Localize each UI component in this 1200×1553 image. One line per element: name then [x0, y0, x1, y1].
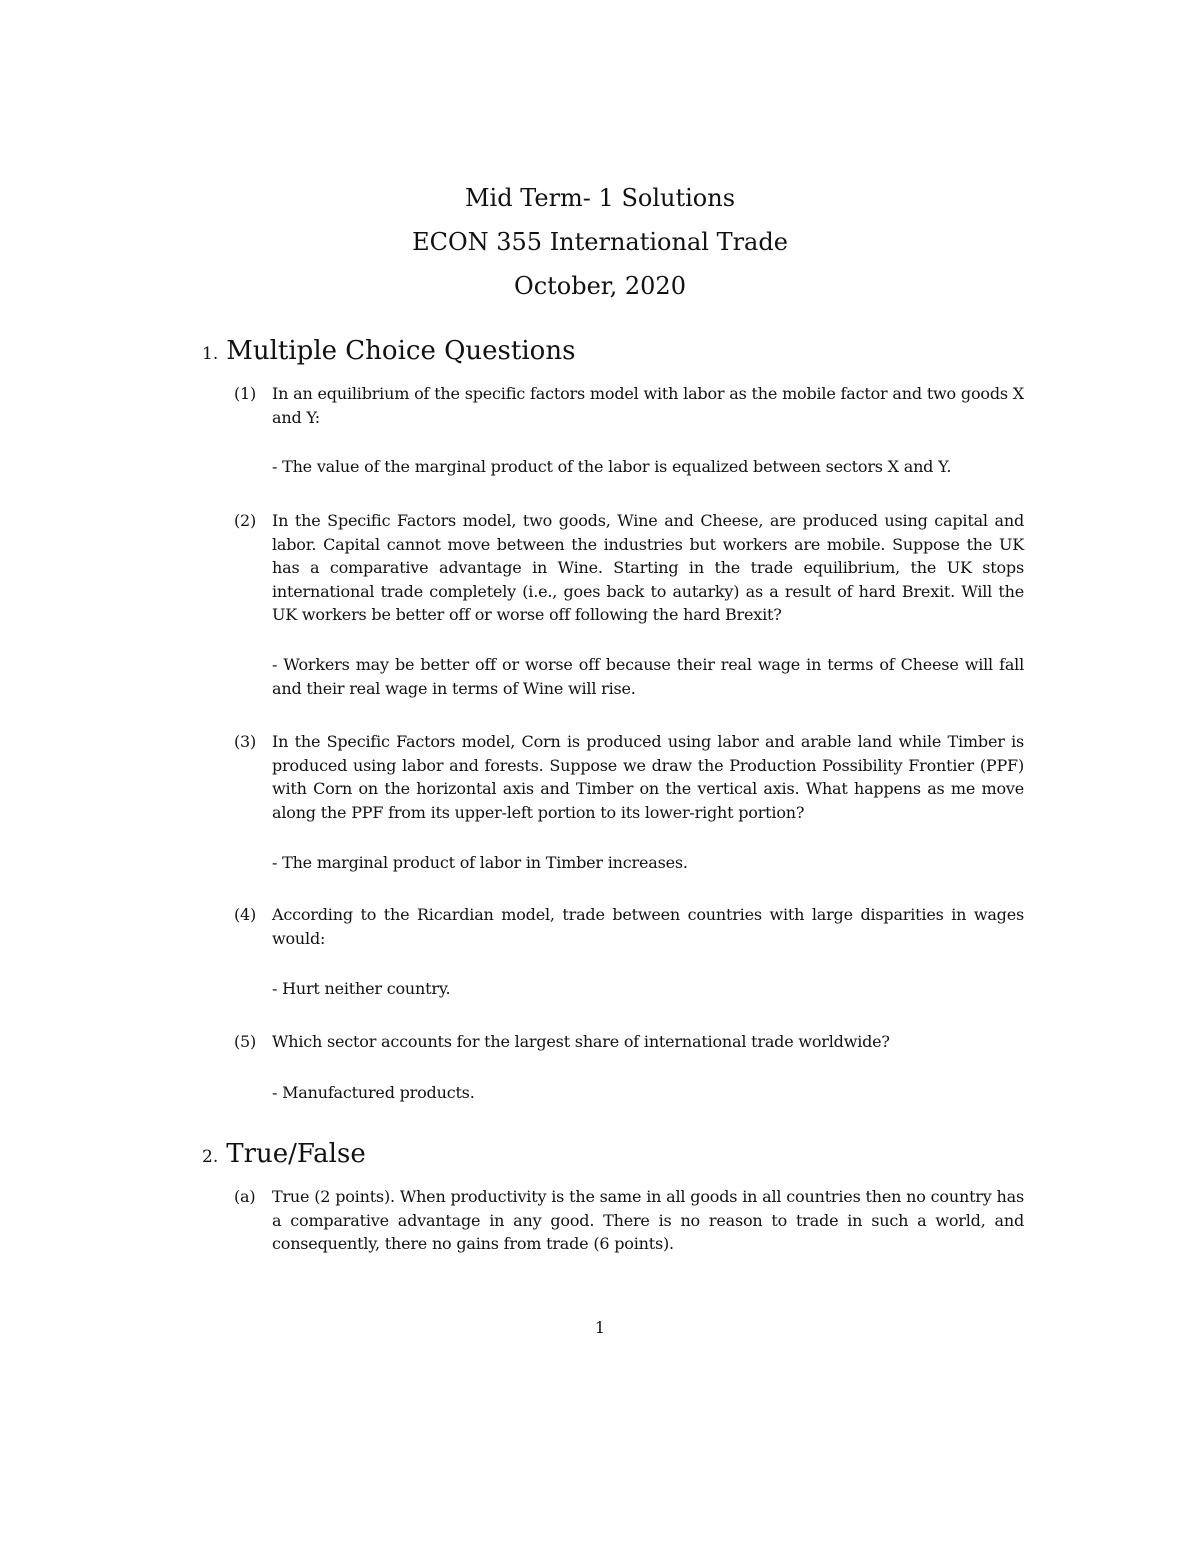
answer-1: - The value of the marginal product of the labor is equalized between sectors X and Y.: [272, 457, 952, 476]
question-a: [234, 1185, 1024, 1256]
question-4: [234, 903, 1024, 950]
question-text: In an equilibrium of the specific factors model with labor as the mobile factor and two goods X and Y:: [272, 384, 1024, 427]
document-title: Mid Term- 1 Solutions: [464, 184, 736, 212]
answer-2: - Workers may be better off or worse off because their real wage in terms of Cheese will fall and their real wage in terms of Wine will rise.: [272, 655, 1024, 698]
question-2: [234, 509, 1024, 627]
question-text: In the Specific Factors model, Corn is produced using labor and arable land while Timber is produced using labor and forests. Suppose we draw the Production Possibility Frontier (PPF) with Corn on the horizontal axis and Timber on the vertical axis. What happens as me move along the PPF from its upper-left portion to its lower-right portion?: [272, 732, 1024, 822]
question-label: (4): [234, 905, 257, 924]
question-text: According to the Ricardian model, trade between countries with large disparities in wages would:: [272, 905, 1024, 948]
answer-3: - The marginal product of labor in Timber increases.: [272, 853, 688, 872]
section-number: 2.: [202, 1147, 219, 1167]
question-text: Which sector accounts for the largest share of international trade worldwide?: [272, 1032, 890, 1051]
question-3: [234, 730, 1024, 824]
answer-4: - Hurt neither country.: [272, 979, 451, 998]
document-date: October, 2020: [514, 272, 686, 300]
question-text: True (2 points). When productivity is the same in all goods in all countries then no country has a comparative advantage in any good. There is no reason to trade in such a world, and consequently, there no gains from trade (6 points).: [272, 1187, 1024, 1253]
question-label: (2): [234, 511, 257, 530]
section-title: Multiple Choice Questions: [226, 336, 576, 366]
question-label: (3): [234, 732, 257, 751]
question-5: [234, 1030, 1024, 1054]
question-text: In the Specific Factors model, two goods, Wine and Cheese, are produced using capital and labor. Capital cannot move between the industries but workers are mobile. Suppose the UK has a comparative advantage in Wine. Starting in the trade equilibrium, the UK stops international trade completely (i.e., goes back to autarky) as a result of hard Brexit. Will the UK workers be better off or worse off following the hard Brexit?: [272, 511, 1024, 624]
answer-5: - Manufactured products.: [272, 1083, 475, 1102]
question-label: (5): [234, 1032, 257, 1051]
question-label: (a): [234, 1187, 256, 1206]
course-name: ECON 355 International Trade: [412, 228, 788, 256]
section-number: 1.: [202, 344, 219, 364]
section-heading-multiple-choice: [202, 335, 575, 370]
section-title: True/False: [226, 1139, 366, 1169]
section-heading-true-false: [202, 1138, 366, 1173]
question-1: [234, 382, 1024, 429]
question-label: (1): [234, 384, 257, 403]
page-number: 1: [594, 1318, 606, 1337]
